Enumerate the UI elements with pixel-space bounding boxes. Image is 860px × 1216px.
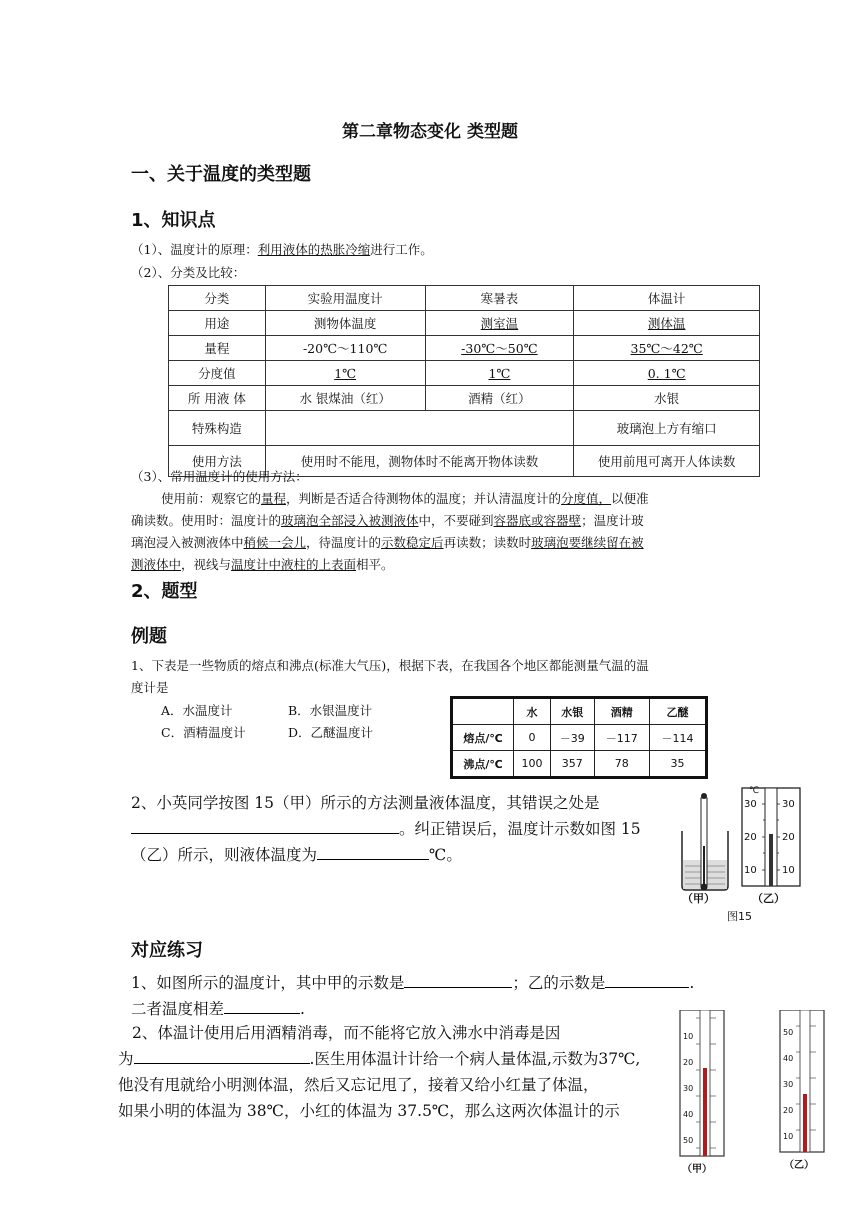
usage-text: 璃泡浸入被测液体中 xyxy=(131,535,244,550)
page-title: 第二章物态变化 类型题 xyxy=(342,122,518,142)
answer-blank xyxy=(134,1047,310,1064)
question-2 xyxy=(131,790,671,868)
subsection-knowledge: 1、知识点 xyxy=(131,210,216,231)
usage-line-1 xyxy=(131,488,741,510)
question-2-text: ℃。 xyxy=(429,846,462,864)
mercury-column-yi xyxy=(803,1094,807,1152)
tick-label: 10 xyxy=(744,865,757,876)
tick-label: 20 xyxy=(782,832,795,843)
usage-text: ；温度计玻 xyxy=(581,513,644,528)
question-2-text: （乙）所示，则液体温度为 xyxy=(131,846,318,864)
table-cell: 酒精（红） xyxy=(425,386,574,411)
usage-method-label: （3）、常用温度计的使用方法： xyxy=(131,469,308,484)
table-cell: -30℃～50℃ xyxy=(425,336,574,361)
table-cell: －39 xyxy=(550,725,594,751)
table-row xyxy=(169,386,760,411)
tick-label: 40 xyxy=(683,1110,694,1119)
table-cell: 1℃ xyxy=(425,361,574,386)
usage-text: 使用前：观察它的 xyxy=(161,491,262,506)
table-cell: 测体温 xyxy=(574,311,760,336)
figure-label-yi: （乙） xyxy=(752,892,785,905)
melting-boiling-table xyxy=(450,696,708,779)
practice-1 xyxy=(131,970,741,1022)
question-1-line-2: 度计是 xyxy=(131,680,169,695)
answer-blank xyxy=(404,971,512,988)
table-cell: 使用方法 xyxy=(169,446,266,477)
option-b: B．水银温度计 xyxy=(288,703,373,718)
table-cell: 酒精 xyxy=(594,698,649,725)
answer-blank xyxy=(224,997,300,1014)
table-cell: －114 xyxy=(649,725,706,751)
table-cell: 0. 1℃ xyxy=(574,361,760,386)
table-row xyxy=(169,311,760,336)
usage-answer: 量程 xyxy=(261,491,287,506)
figure-label-yi: （乙） xyxy=(784,1160,814,1171)
practice-2-line-2 xyxy=(118,1046,663,1072)
usage-line-2 xyxy=(131,510,741,532)
tick-label: 30 xyxy=(744,799,757,810)
principle-line xyxy=(131,239,433,261)
usage-text: ，视线与 xyxy=(181,557,232,572)
practice-text: . xyxy=(689,974,695,992)
option-a: A．水温度计 xyxy=(161,703,233,718)
tick-labels-jia xyxy=(683,1024,693,1154)
usage-answer: 玻璃泡全部浸入被测液体 xyxy=(281,513,419,528)
table-row xyxy=(169,361,760,386)
usage-text: 再读数；读数时 xyxy=(443,535,532,550)
table-cell: 水 银煤油（红） xyxy=(265,386,425,411)
tick-label: 10 xyxy=(783,1132,794,1141)
option-c: C．酒精温度计 xyxy=(161,725,246,740)
unit-label: ℃ xyxy=(749,786,760,796)
practice-2-line-1: 2、体温计使用后用酒精消毒，而不能将它放入沸水中消毒是因 xyxy=(132,1024,561,1042)
table-cell: 熔点/℃ xyxy=(452,725,514,751)
table-cell: 分类 xyxy=(169,286,266,311)
figure-label-jia: （甲） xyxy=(682,1164,712,1175)
table-cell: 寒暑表 xyxy=(425,286,574,311)
table-cell: 乙醚 xyxy=(649,698,706,725)
usage-text: ，待温度计的 xyxy=(306,535,382,550)
usage-paragraph xyxy=(131,488,741,576)
table-cell: 水银 xyxy=(550,698,594,725)
usage-answer: 稍候一会儿 xyxy=(243,535,307,550)
section-heading: 一、关于温度的类型题 xyxy=(131,164,311,185)
tick-label: 20 xyxy=(783,1106,794,1115)
tick-label: 50 xyxy=(683,1136,694,1145)
tick-label: 40 xyxy=(783,1054,794,1063)
question-1-line-1: 1、下表是一些物质的熔点和沸点(标准大气压)，根据下表，在我国各个地区都能测量气温的温 xyxy=(131,658,649,673)
question-2-line-3 xyxy=(131,842,671,868)
usage-answer: 示数稳定后 xyxy=(381,535,444,550)
usage-answer: 玻璃泡要继续留在被 xyxy=(531,535,644,550)
classification-label: （2）、分类及比较： xyxy=(131,265,246,280)
tick-label: 20 xyxy=(744,832,757,843)
figure-caption: 图15 xyxy=(727,910,752,923)
tick-label: 50 xyxy=(783,1028,794,1037)
table-cell: 量程 xyxy=(169,336,266,361)
table-cell: 体温计 xyxy=(574,286,760,311)
practice-text: 为 xyxy=(118,1050,134,1068)
table-cell: 35 xyxy=(649,751,706,778)
table-cell: 测室温 xyxy=(425,311,574,336)
table-cell: 测物体温度 xyxy=(265,311,425,336)
mercury-column-jia xyxy=(703,1068,707,1156)
question-2-line-2 xyxy=(131,816,671,842)
table-cell: 357 xyxy=(550,751,594,778)
practice-2-line-3: 他没有甩就给小明测体温，然后又忘记甩了，接着又给小红量了体温， xyxy=(118,1076,599,1094)
table-cell: 玻璃泡上方有缩口 xyxy=(574,411,760,446)
practice-text: ；乙的示数是 xyxy=(512,974,606,992)
table-cell: －117 xyxy=(594,725,649,751)
usage-answer: 测液体中 xyxy=(131,557,182,572)
practice-2-line-4: 如果小明的体温为 38℃，小红的体温为 37.5℃，那么这两次体温计的示 xyxy=(118,1102,620,1120)
question-2-line-1: 2、小英同学按图 15（甲）所示的方法测量液体温度，其错误之处是 xyxy=(131,794,600,812)
figure-thermometers xyxy=(676,1010,836,1210)
practice-text: . xyxy=(300,1000,305,1018)
table-cell: 用途 xyxy=(169,311,266,336)
practice-text: 1、如图所示的温度计，其中甲的示数是 xyxy=(131,974,405,992)
practice-text: .医生用体温计计给一个病人量体温,示数为37℃, xyxy=(309,1050,641,1068)
tick-label: 10 xyxy=(683,1032,694,1041)
table-cell: 特殊构造 xyxy=(169,411,266,446)
example-heading: 例题 xyxy=(131,626,167,647)
usage-answer: 容器底或容器壁 xyxy=(493,513,582,528)
thermometers-drawing xyxy=(676,1010,836,1210)
table-cell: -20℃～110℃ xyxy=(265,336,425,361)
practice-1-line-1 xyxy=(131,970,741,996)
practice-1-line-2 xyxy=(131,996,741,1022)
usage-text: 确读数。使用时：温度计的 xyxy=(131,513,282,528)
usage-text: 以便准 xyxy=(611,491,649,506)
principle-answer: 利用液体的热胀冷缩 xyxy=(257,242,371,257)
table-cell xyxy=(265,411,573,446)
option-d: D．乙醚温度计 xyxy=(288,725,374,740)
table-cell: 使用前甩可离开人体读数 xyxy=(574,446,760,477)
principle-suffix: 进行工作。 xyxy=(370,242,433,257)
tick-label: 30 xyxy=(683,1084,694,1093)
table-cell: 使用时不能甩，测物体时不能离开物体读数 xyxy=(265,446,573,477)
usage-line-4 xyxy=(131,554,741,576)
table-cell: 水银 xyxy=(574,386,760,411)
table-row xyxy=(452,725,707,751)
table-cell: 实验用温度计 xyxy=(265,286,425,311)
table-cell: 35℃～42℃ xyxy=(574,336,760,361)
question-2-text: 。纠正错误后，温度计示数如图 15 xyxy=(399,820,641,838)
practice-2 xyxy=(118,1020,663,1124)
table-cell: 所 用液 体 xyxy=(169,386,266,411)
table-header-row xyxy=(169,286,760,311)
table-cell: 水 xyxy=(514,698,551,725)
tick-labels-yi xyxy=(783,1020,793,1150)
table-cell: 1℃ xyxy=(265,361,425,386)
table-row xyxy=(169,336,760,361)
practice-text: 二者温度相差 xyxy=(131,1000,225,1018)
table-cell: 沸点/℃ xyxy=(452,751,514,778)
table-cell: 100 xyxy=(514,751,551,778)
tick-label: 30 xyxy=(783,1080,794,1089)
answer-blank xyxy=(317,843,429,860)
usage-text: 中，不要碰到 xyxy=(418,513,494,528)
table-row xyxy=(452,751,707,778)
thermometer-comparison-table xyxy=(168,285,760,477)
table-row xyxy=(169,411,760,446)
question-1 xyxy=(131,655,741,699)
tick-label: 10 xyxy=(782,865,795,876)
usage-answer: 温度计中液柱的上表面 xyxy=(231,557,357,572)
subsection-types: 2、题型 xyxy=(131,581,198,602)
figure-label-jia: （甲） xyxy=(682,892,715,905)
tick-label: 30 xyxy=(782,799,795,810)
usage-line-3 xyxy=(131,532,741,554)
tick-label: 20 xyxy=(683,1058,694,1067)
question-1-options xyxy=(161,700,373,744)
table-header-row xyxy=(452,698,707,725)
figure-15 xyxy=(676,786,806,926)
table-cell: 0 xyxy=(514,725,551,751)
usage-text: ，判断是否适合待测物体的温度；并认清温度计的 xyxy=(286,491,562,506)
answer-blank xyxy=(605,971,689,988)
table-cell: 分度值 xyxy=(169,361,266,386)
principle-prefix: （1）、温度计的原理： xyxy=(131,242,258,257)
practice-heading: 对应练习 xyxy=(131,940,203,961)
usage-answer: 分度值， xyxy=(561,491,612,506)
answer-blank xyxy=(131,817,399,834)
usage-text: 相平。 xyxy=(356,557,394,572)
table-cell xyxy=(452,698,514,725)
table-cell: 78 xyxy=(594,751,649,778)
